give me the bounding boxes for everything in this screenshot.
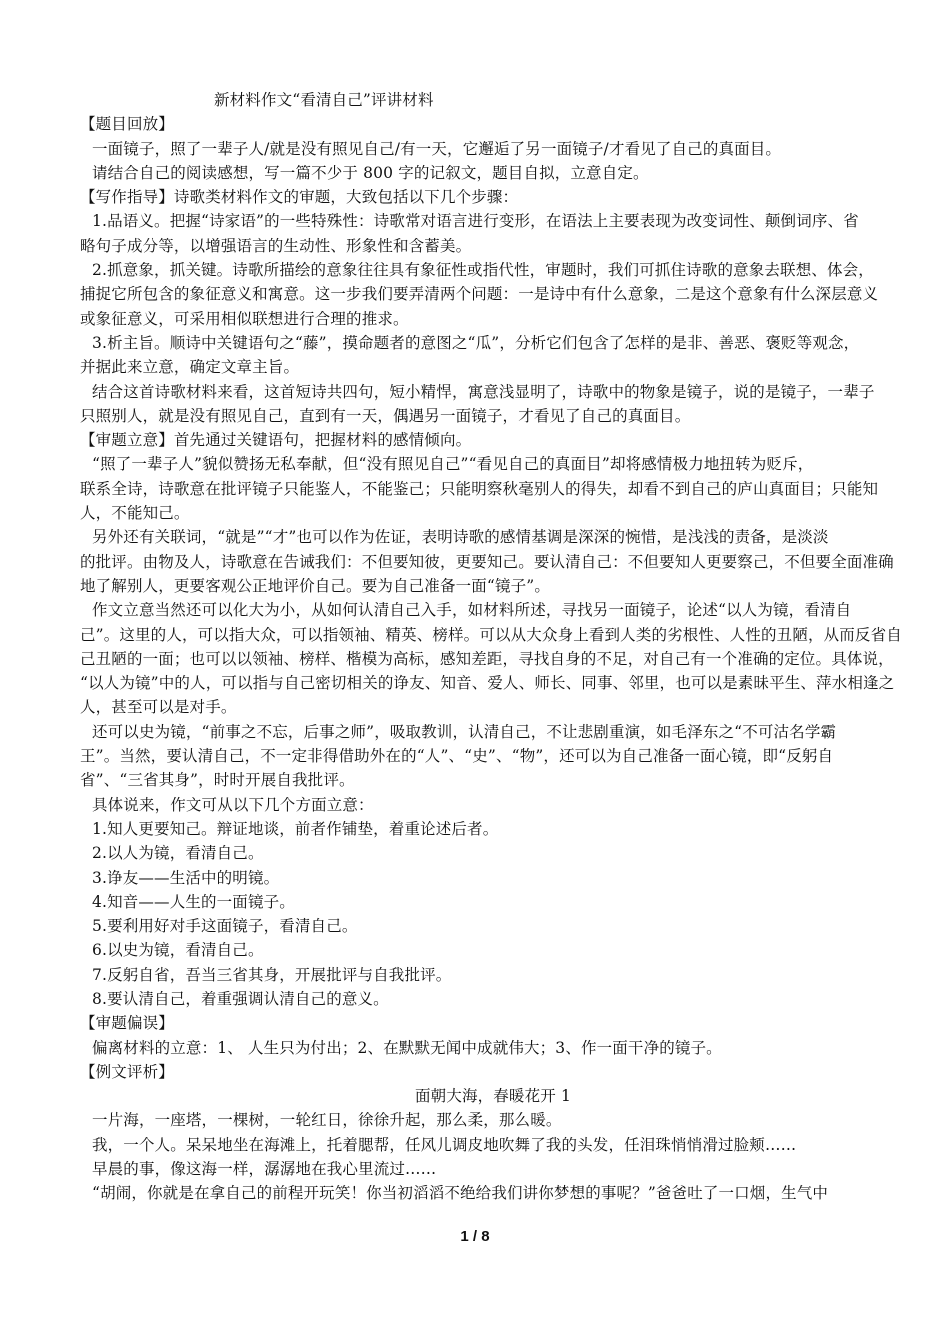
paragraph-line: “胡闹，你就是在拿自己的前程开玩笑！你当初滔滔不绝给我们讲你梦想的事呢？”爸爸吐了一口烟，生气中	[92, 1184, 829, 1203]
paragraph-line: “照了一辈子人”貌似赞扬无私奉献，但“没有照见自己”“看见自己的真面目”却将感情极力地扭转为贬斥，	[92, 455, 814, 474]
paragraph-line: 捕捉它所包含的象征意义和寓意。这一步我们要弄清两个问题：一是诗中有什么意象，二是这个意象有什么深层意义	[80, 285, 879, 304]
paragraph-line: 1.品语义。把握“诗家语”的一些特殊性：诗歌常对语言进行变形，在语法上主要表现为改变词性、颠倒词序、省	[92, 212, 859, 231]
paragraph-line: 还可以史为镜，“前事之不忘，后事之师”，吸取教训，认清自己，不让悲剧重演，如毛泽东之“不可沽名学霸	[92, 722, 837, 741]
paragraph-line: 结合这首诗歌材料来看，这首短诗共四句，短小精悍，寓意浅显明了，诗歌中的物象是镜子，说的是镜子，一辈子	[92, 382, 875, 401]
paragraph-line: 己”。这里的人，可以指大众，可以指领袖、精英、榜样。可以从大众身上看到人类的劣根性、人性的丑陋，从而反省自	[80, 625, 902, 644]
paragraph-line: 的批评。由物及人，诗歌意在告诫我们：不但要知彼，更要知己。要认清自己：不但要知人更要察己，不但要全面准确	[80, 552, 894, 571]
section-heading-topic-analysis: 【审题立意】首先通过关键语句，把握材料的感情倾向。	[80, 431, 472, 450]
section-heading-analysis-errors: 【审题偏误】	[80, 1014, 174, 1033]
page-number: 1 / 8	[460, 1228, 490, 1245]
paragraph-line: 王”。当然，要认清自己，不一定非得借助外在的“人”、“史”、“物”，还可以为自己准备一面心镜，即“反躬自	[80, 747, 834, 766]
list-item: 2.以人为镜，看清自己。	[92, 844, 264, 863]
document-title: 新材料作文“看清自己”评讲材料	[214, 91, 434, 109]
paragraph-line: 作文立意当然还可以化大为小，从如何认清自己入手，如材料所述，寻找另一面镜子，论述“以人为镜，看清自	[92, 601, 852, 620]
paragraph-line: 我，一个人。呆呆地坐在海滩上，托着腮帮，任风儿调皮地吹舞了我的头发，任泪珠悄悄滑过脸颊……	[92, 1135, 797, 1154]
list-item: 5.要利用好对手这面镜子，看清自己。	[92, 917, 358, 936]
section-heading-topic-review: 【题目回放】	[80, 115, 174, 134]
paragraph-line: 偏离材料的立意：1、 人生只为付出；2、在默默无闻中成就伟大；3、作一面干净的镜子。	[92, 1038, 722, 1057]
paragraph-line: 或象征意义，可采用相似联想进行合理的推求。	[80, 309, 409, 328]
paragraph-line: 请结合自己的阅读感想，写一篇不少于 800 字的记叙文，题目自拟，立意自定。	[92, 163, 649, 182]
paragraph-line: 只照别人，就是没有照见自己，直到有一天，偶遇另一面镜子，才看见了自己的真面目。	[80, 406, 691, 425]
paragraph-line: 2.抓意象，抓关键。诗歌所描绘的意象往往具有象征性或指代性，审题时，我们可抓住诗歌的意象去联想、体会，	[92, 261, 874, 280]
paragraph-line: 一面镜子，照了一辈子人/就是没有照见自己/有一天，它邂逅了另一面镜子/才看见了自己的真面目。	[92, 139, 782, 158]
paragraph-line: 人，不能知己。	[80, 504, 190, 523]
paragraph-line: 并据此来立意，确定文章主旨。	[80, 358, 300, 377]
essay-title: 面朝大海，春暖花开 1	[415, 1087, 571, 1106]
paragraph-line: 具体说来，作文可从以下几个方面立意：	[92, 795, 374, 814]
section-heading-writing-guide: 【写作指导】诗歌类材料作文的审题，大致包括以下几个步骤：	[80, 188, 519, 207]
list-item: 1.知人更要知己。辩证地谈，前者作铺垫，着重论述后者。	[92, 819, 499, 838]
paragraph-line: 另外还有关联词，“就是”“才”也可以作为佐证，表明诗歌的感情基调是深深的惋惜，是浅浅的责备，是淡淡	[92, 528, 829, 547]
paragraph-line: 3.析主旨。顺诗中关键语句之“藤”，摸命题者的意图之“瓜”，分析它们包含了怎样的是非、善恶、褒贬等观念，	[92, 333, 860, 352]
list-item: 7.反躬自省，吾当三省其身，开展批评与自我批评。	[92, 965, 452, 984]
paragraph-line: 地了解别人，更要客观公正地评价自己。要为自己准备一面“镜子”。	[80, 576, 551, 595]
paragraph-line: 略句子成分等，以增强语言的生动性、形象性和含蓄美。	[80, 236, 472, 255]
section-heading-sample-essay: 【例文评析】	[80, 1062, 174, 1081]
list-item: 6.以史为镜，看清自己。	[92, 941, 264, 960]
paragraph-line: “以人为镜”中的人，可以指与自己密切相关的诤友、知音、爱人、师长、同事、邻里，也可以是素昧平生、萍水相逢之	[80, 674, 895, 693]
list-item: 8.要认清自己，着重强调认清自己的意义。	[92, 989, 389, 1008]
paragraph-line: 早晨的事，像这海一样，潺潺地在我心里流过……	[92, 1160, 437, 1179]
list-item: 4.知音——人生的一面镜子。	[92, 892, 295, 911]
paragraph-line: 省”、“三省其身”，时时开展自我批评。	[80, 771, 355, 790]
paragraph-line: 一片海，一座塔，一棵树，一轮红日，徐徐升起，那么柔，那么暖。	[92, 1111, 562, 1130]
document-page	[80, 88, 906, 1206]
paragraph-line: 己丑陋的一面；也可以以领袖、榜样、楷模为高标，感知差距，寻找自身的不足，对自己有一个准确的定位。具体说，	[80, 649, 894, 668]
paragraph-line: 人，甚至可以是对手。	[80, 698, 237, 717]
paragraph-line: 联系全诗，诗歌意在批评镜子只能鉴人，不能鉴己；只能明察秋毫别人的得失，却看不到自己的庐山真面目；只能知	[80, 479, 879, 498]
list-item: 3.诤友——生活中的明镜。	[92, 868, 280, 887]
